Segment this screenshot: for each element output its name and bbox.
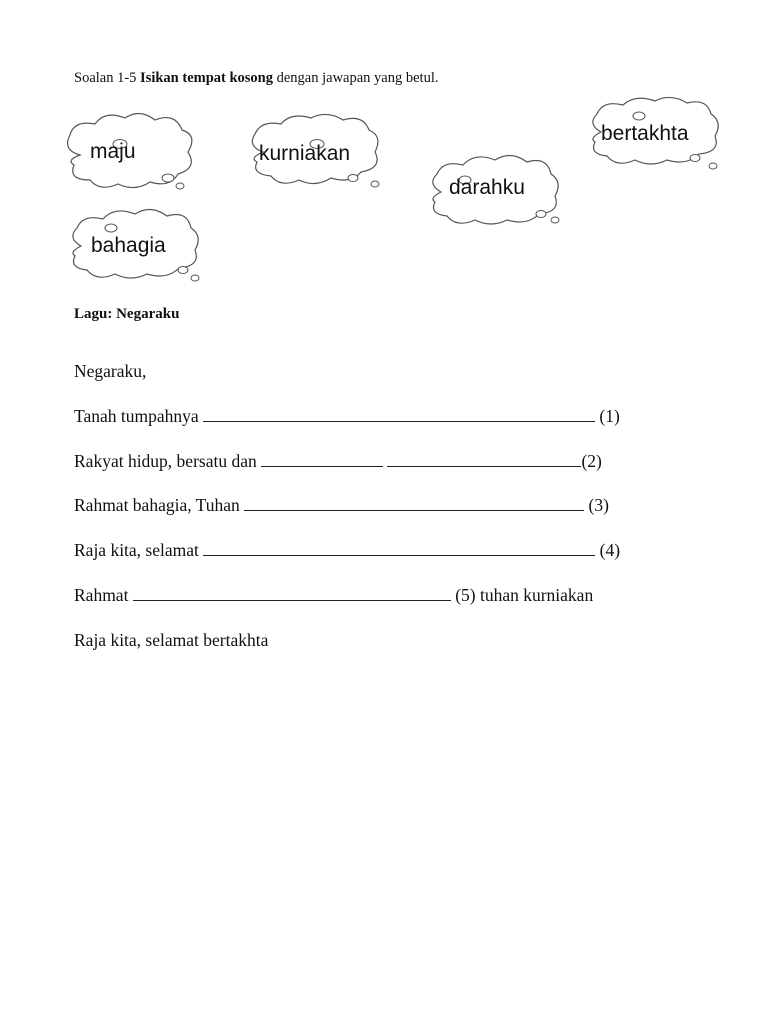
blank-number: (3) xyxy=(584,495,609,515)
answer-blank-2b[interactable] xyxy=(387,451,581,467)
lyric-line-7 xyxy=(74,630,268,651)
word-bahagia: bahagia xyxy=(91,234,166,257)
lyric-text: Rahmat bahagia, Tuhan xyxy=(74,495,245,515)
answer-blank-2a[interactable] xyxy=(261,451,383,467)
lyric-line-6 xyxy=(74,585,593,606)
lyric-line-3 xyxy=(74,451,602,472)
word-cloud-bahagia xyxy=(65,206,205,286)
word-darahku: darahku xyxy=(449,176,525,199)
word-cloud-bertakhta xyxy=(585,96,725,176)
answer-blank-1[interactable] xyxy=(203,406,595,422)
instruction-suffix: dengan jawapan yang betul. xyxy=(273,70,439,86)
instruction-bold: Isikan tempat kosong xyxy=(140,70,273,86)
answer-blank-3[interactable] xyxy=(244,495,584,511)
lyric-text: Rahmat xyxy=(74,585,133,605)
lyric-line-2 xyxy=(74,406,620,427)
word-maju: maju xyxy=(90,140,136,163)
lyric-text: Raja kita, selamat xyxy=(74,540,204,560)
lyric-text: Tanah tumpahnya xyxy=(74,406,204,426)
word-cloud-darahku xyxy=(425,150,565,230)
blank-number: (1) xyxy=(595,406,620,426)
blank-number: (2) xyxy=(581,451,602,471)
lyric-line-5 xyxy=(74,540,620,561)
lyric-text: Negaraku, xyxy=(74,361,147,381)
song-title: Lagu: Negaraku xyxy=(74,306,180,322)
instruction-text xyxy=(74,70,438,87)
blank-number: (5) tuhan kurniakan xyxy=(450,585,594,605)
answer-blank-5[interactable] xyxy=(133,585,451,601)
instruction-prefix: Soalan 1-5 xyxy=(74,70,141,86)
lyric-text: Raja kita, selamat bertakhta xyxy=(74,630,269,650)
lyric-text: Rakyat hidup, bersatu dan xyxy=(74,451,262,471)
blank-number: (4) xyxy=(595,540,621,560)
word-kurniakan: kurniakan xyxy=(259,142,351,165)
answer-blank-4[interactable] xyxy=(203,540,595,556)
lyric-line-1 xyxy=(74,361,146,382)
word-cloud-maju xyxy=(60,110,200,200)
lyric-line-4 xyxy=(74,495,609,516)
word-cloud-kurniakan xyxy=(245,112,385,192)
word-bertakhta: bertakhta xyxy=(601,122,689,145)
